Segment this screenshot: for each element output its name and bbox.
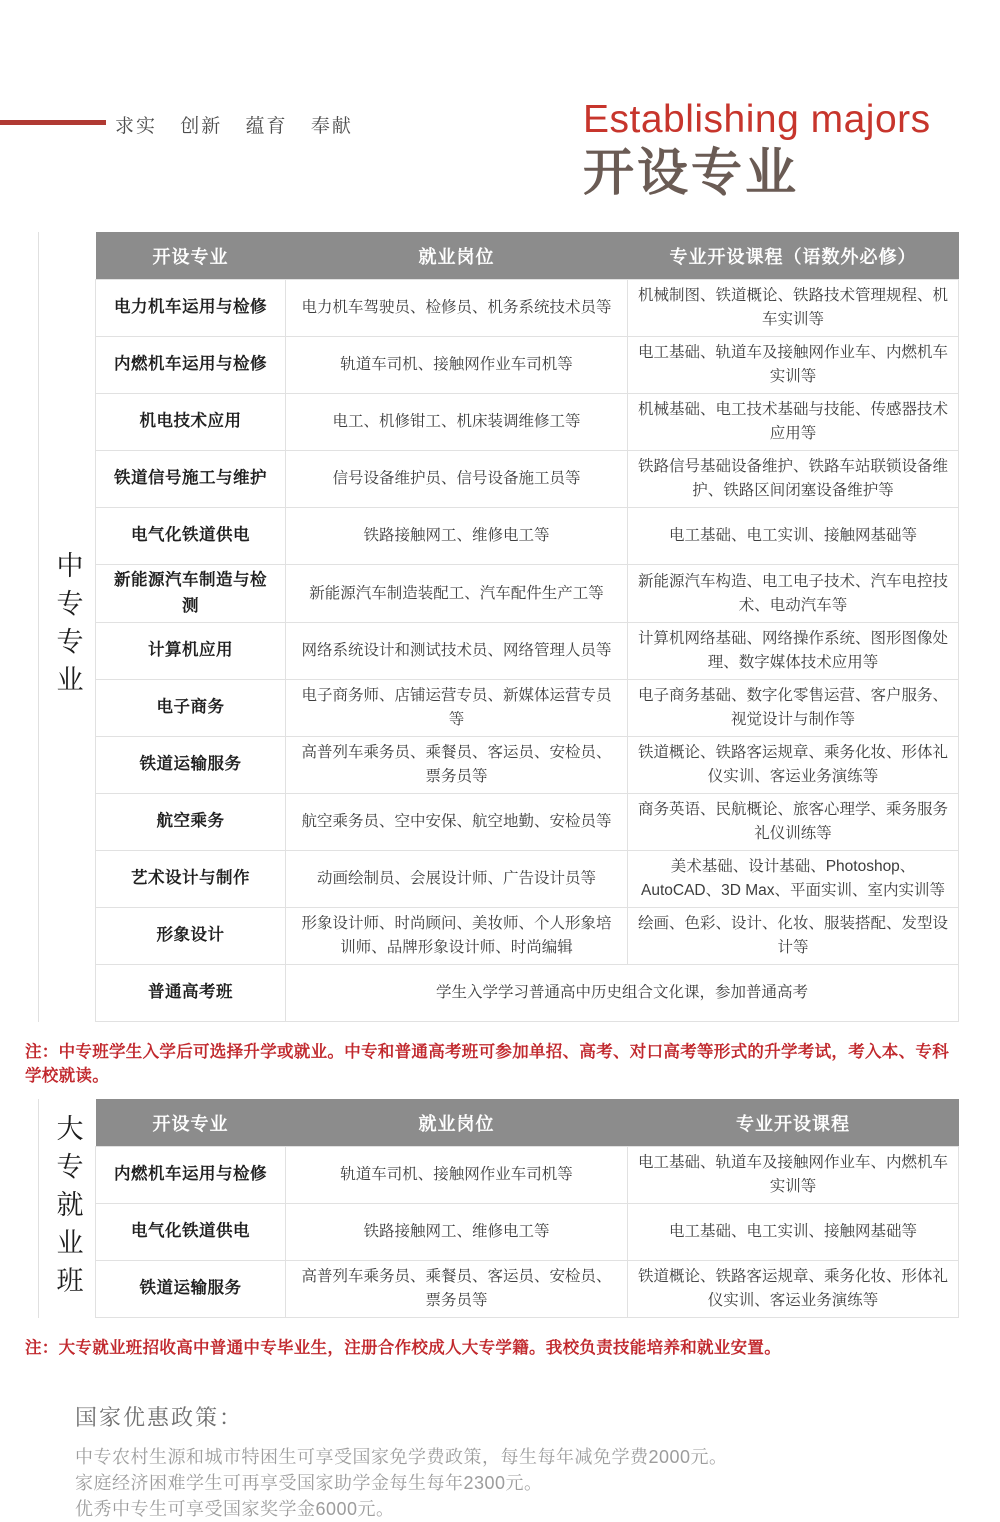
courses-cell: 机械制图、铁道概论、铁路技术管理规程、机车实训等	[628, 280, 959, 337]
courses-cell: 电工基础、电工实训、接触网基础等	[628, 1204, 959, 1261]
major-cell: 普通高考班	[96, 965, 286, 1022]
major-cell: 电气化铁道供电	[96, 1204, 286, 1261]
jobs-cell: 信号设备维护员、信号设备施工员等	[286, 451, 628, 508]
jobs-cell: 航空乘务员、空中安保、航空地勤、安检员等	[286, 794, 628, 851]
table-row	[96, 1261, 959, 1318]
jobs-cell: 网络系统设计和测试技术员、网络管理人员等	[286, 623, 628, 680]
courses-cell: 计算机网络基础、网络操作系统、图形图像处理、数字媒体技术应用等	[628, 623, 959, 680]
major-cell: 计算机应用	[96, 623, 286, 680]
major-cell: 形象设计	[96, 908, 286, 965]
table-row	[96, 565, 959, 623]
jobs-cell: 轨道车司机、接触网作业车司机等	[286, 337, 628, 394]
jobs-cell: 电力机车驾驶员、检修员、机务系统技术员等	[286, 280, 628, 337]
table-row	[96, 1147, 959, 1204]
policy-title: 国家优惠政策：	[75, 1405, 244, 1431]
courses-cell: 电工基础、电工实训、接触网基础等	[628, 508, 959, 565]
brand-accent-line	[0, 120, 106, 125]
table-row	[96, 794, 959, 851]
table-row	[96, 280, 959, 337]
courses-cell: 电子商务基础、数字化零售运营、客户服务、视觉设计与制作等	[628, 680, 959, 737]
table-header-row	[96, 1099, 959, 1147]
table-header-row	[96, 232, 959, 280]
courses-cell: 铁道概论、铁路客运规章、乘务化妆、形体礼仪实训、客运业务演练等	[628, 737, 959, 794]
major-cell: 内燃机车运用与检修	[96, 1147, 286, 1204]
side-label-dazhuan	[38, 1099, 95, 1318]
major-cell: 新能源汽车制造与检测	[96, 565, 286, 623]
major-cell: 机电技术应用	[96, 394, 286, 451]
zhongzhuan-majors-table	[95, 232, 959, 1022]
major-cell: 航空乘务	[96, 794, 286, 851]
dazhuan-note: 注：大专就业班招收高中普通中专毕业生，注册合作校成人大专学籍。我校负责技能培养和就业安置。	[25, 1339, 781, 1358]
col-header-courses: 专业开设课程	[628, 1099, 959, 1147]
policy-line: 家庭经济困难学生可再享受国家助学金每生每年2300元。	[75, 1473, 543, 1494]
table-row	[96, 508, 959, 565]
major-cell: 电子商务	[96, 680, 286, 737]
table-row	[96, 623, 959, 680]
policy-section	[75, 1401, 1000, 1522]
zhongzhuan-note: 注：中专班学生入学后可选择升学或就业。中专和普通高考班可参加单招、高考、对口高考等形式的升学考试，考入本、专科学校就读。	[25, 1043, 949, 1086]
jobs-cell: 动画绘制员、会展设计师、广告设计员等	[286, 851, 628, 908]
table-row	[96, 451, 959, 508]
page-header	[0, 0, 1000, 232]
courses-cell: 机械基础、电工技术基础与技能、传感器技术应用等	[628, 394, 959, 451]
major-cell: 铁道运输服务	[96, 1261, 286, 1318]
title-block	[583, 98, 931, 201]
major-cell: 内燃机车运用与检修	[96, 337, 286, 394]
jobs-cell: 形象设计师、时尚顾问、美妆师、个人形象培训师、品牌形象设计师、时尚编辑	[286, 908, 628, 965]
courses-cell: 美术基础、设计基础、Photoshop、AutoCAD、3D Max、平面实训、室内实训等	[628, 851, 959, 908]
col-header-jobs: 就业岗位	[286, 1099, 628, 1147]
table-row	[96, 1204, 959, 1261]
jobs-cell: 铁路接触网工、维修电工等	[286, 1204, 628, 1261]
page-title: 开设专业	[583, 144, 800, 201]
dazhuan-majors-table	[95, 1099, 959, 1318]
courses-cell: 绘画、色彩、设计、化妆、服装搭配、发型设计等	[628, 908, 959, 965]
table-row	[96, 337, 959, 394]
jobs-cell: 铁路接触网工、维修电工等	[286, 508, 628, 565]
courses-cell: 电工基础、轨道车及接触网作业车、内燃机车实训等	[628, 337, 959, 394]
major-cell: 艺术设计与制作	[96, 851, 286, 908]
col-header-courses: 专业开设课程（语数外必修）	[628, 232, 959, 280]
jobs-cell: 高普列车乘务员、乘餐员、客运员、安检员、票务员等	[286, 1261, 628, 1318]
jobs-cell: 电子商务师、店铺运营专员、新媒体运营专员等	[286, 680, 628, 737]
major-cell: 电气化铁道供电	[96, 508, 286, 565]
courses-cell: 新能源汽车构造、电工电子技术、汽车电控技术、电动汽车等	[628, 565, 959, 623]
courses-cell: 电工基础、轨道车及接触网作业车、内燃机车实训等	[628, 1147, 959, 1204]
table-row	[96, 394, 959, 451]
major-cell: 铁道运输服务	[96, 737, 286, 794]
jobs-cell: 高普列车乘务员、乘餐员、客运员、安检员、票务员等	[286, 737, 628, 794]
courses-cell: 铁道概论、铁路客运规章、乘务化妆、形体礼仪实训、客运业务演练等	[628, 1261, 959, 1318]
table-row	[96, 680, 959, 737]
major-cell: 电力机车运用与检修	[96, 280, 286, 337]
jobs-cell: 学生入学学习普通高中历史组合文化课，参加普通高考	[286, 965, 959, 1022]
jobs-cell: 新能源汽车制造装配工、汽车配件生产工等	[286, 565, 628, 623]
policy-line: 中专农村生源和城市特困生可享受国家免学费政策，每生每年减免学费2000元。	[75, 1447, 728, 1468]
side-label-text: 中专专业	[52, 551, 83, 704]
school-motto: 求实 创新 蕴育 奉献	[115, 116, 353, 137]
side-label-zhongzhuan	[38, 232, 95, 1022]
col-header-major: 开设专业	[96, 1099, 286, 1147]
col-header-jobs: 就业岗位	[286, 232, 628, 280]
table-row	[96, 737, 959, 794]
title-english: Establishing majors	[583, 98, 931, 141]
major-cell: 铁道信号施工与维护	[96, 451, 286, 508]
table-row	[96, 965, 959, 1022]
side-label-text: 大专就业班	[52, 1113, 83, 1304]
jobs-cell: 轨道车司机、接触网作业车司机等	[286, 1147, 628, 1204]
courses-cell: 铁路信号基础设备维护、铁路车站联锁设备维护、铁路区间闭塞设备维护等	[628, 451, 959, 508]
table-row	[96, 908, 959, 965]
policy-line: 优秀中专生可享受国家奖学金6000元。	[75, 1499, 395, 1520]
zhongzhuan-section	[38, 232, 958, 1022]
courses-cell: 商务英语、民航概论、旅客心理学、乘务服务礼仪训练等	[628, 794, 959, 851]
col-header-major: 开设专业	[96, 232, 286, 280]
dazhuan-section	[38, 1099, 958, 1318]
jobs-cell: 电工、机修钳工、机床装调维修工等	[286, 394, 628, 451]
table-row	[96, 851, 959, 908]
